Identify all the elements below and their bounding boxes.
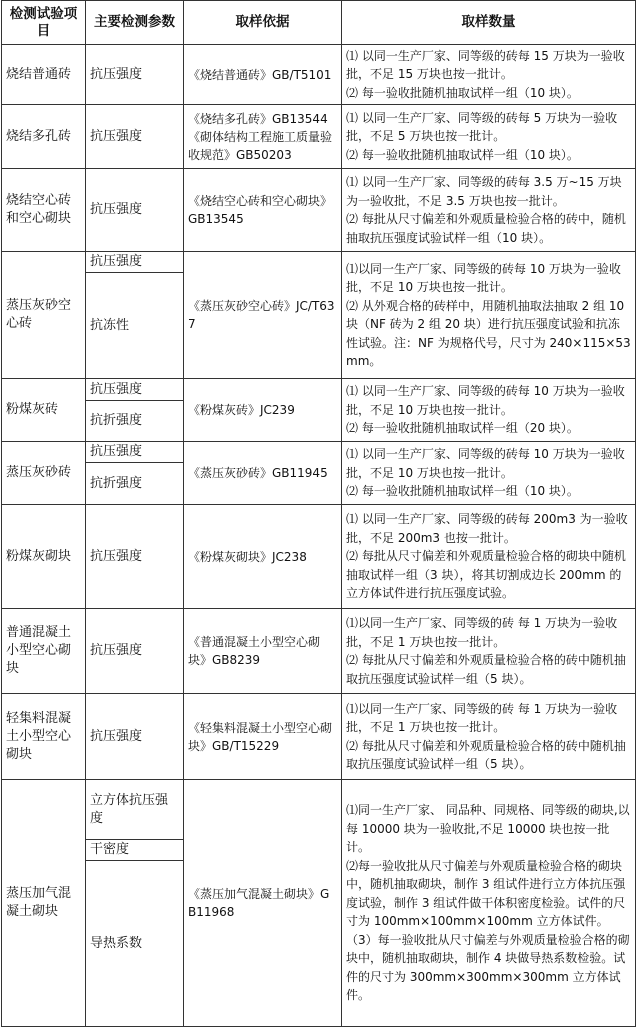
table-row	[2, 609, 636, 694]
qty-line: ⑵ 每一验收批随机抽取试样一组（10 块）。	[346, 484, 579, 499]
qty-line: ⑵ 每批从尺寸偏差和外观质量检验合格的砖中随机抽取抗压强度试验试样一组（5 块）。	[346, 653, 626, 686]
item-cell: 烧结空心砖和空心砌块	[2, 169, 86, 252]
table-row	[2, 442, 636, 463]
qty-line: ⑴ 以同一生产厂家、同等级的砖每 200m3 为一验收批，不足 200m3 也按一批计。	[346, 512, 628, 545]
qty-line: ⑵ 每一验收批随机抽取试样一组（10 块）。	[346, 85, 579, 100]
item-cell: 轻集料混凝土小型空心砌块	[2, 694, 86, 780]
basis-cell: 《烧结普通砖》GB/T5101	[184, 45, 342, 105]
param-cell: 干密度	[86, 840, 184, 861]
qty-cell	[342, 379, 636, 442]
qty-line: ⑴同一生产厂家、 同品种、同规格、同等级的砌块,以每 10000 块为一验收批,不足 10000 块也按一批计。	[346, 803, 630, 855]
qty-line: ⑵ 从外观合格的砖样中，用随机抽取法抽取 2 组 10 块（NF 砖为 2 组 20 块）进行抗压强度试验和抗冻性试验。注：NF 为规格代号，尺寸为 240×115×53mm。	[346, 298, 631, 368]
qty-cell	[342, 169, 636, 252]
sampling-table	[1, 0, 636, 1027]
qty-line: ⑵ 每批从尺寸偏差和外观质量检验合格的砖中随机抽取抗压强度试验试样一组（5 块）。	[346, 738, 626, 771]
param-cell: 抗压强度	[86, 252, 184, 273]
qty-cell	[342, 505, 636, 609]
qty-line: ⑴ 以同一生产厂家、同等级的砖每 3.5 万~15 万块为一验收批，不足 3.5 万块也按一批计。	[346, 175, 622, 208]
basis-cell: 《蒸压灰砂空心砖》JC/T637	[184, 252, 342, 379]
param-cell: 抗压强度	[86, 609, 184, 694]
item-cell: 粉煤灰砌块	[2, 505, 86, 609]
table-row	[2, 105, 636, 169]
header-basis: 取样依据	[184, 1, 342, 45]
item-cell: 蒸压灰砂砖	[2, 442, 86, 505]
qty-cell	[342, 780, 636, 1027]
param-cell: 抗折强度	[86, 463, 184, 505]
qty-line: ⑵ 每批从尺寸偏差和外观质量检验合格的砌块中随机抽取试样一组（3 块），将其切割成边长 200mm 的立方体试件进行抗压强度试验。	[346, 549, 626, 601]
qty-cell	[342, 442, 636, 505]
qty-line: （3）每一验收批从尺寸偏差与外观质量检验合格的砌块中，随机抽取砌块，制作 4 块做导热系数检验。试件的尺寸为 300mm×300mm×300mm 立方体试件。	[346, 932, 630, 1003]
param-cell: 抗压强度	[86, 45, 184, 105]
table-row	[2, 379, 636, 401]
qty-line: ⑵ 每一验收批随机抽取试样一组（20 块）。	[346, 421, 579, 436]
param-cell: 抗压强度	[86, 505, 184, 609]
qty-line: ⑴ 以同一生产厂家、同等级的砖每 5 万块为一验收批，不足 5 万块也按一批计。	[346, 110, 618, 144]
table-row	[2, 169, 636, 252]
param-cell: 抗压强度	[86, 169, 184, 252]
basis-cell: 《粉煤灰砖》JC239	[184, 379, 342, 442]
header-item: 检测试验项目	[2, 1, 86, 45]
basis-cell: 《蒸压加气混凝土砌块》GB11968	[184, 780, 342, 1027]
qty-line: ⑴以同一生产厂家、同等级的砖 每 1 万块为一验收批，不足 1 万块也按一批计。	[346, 616, 618, 649]
item-cell: 粉煤灰砖	[2, 379, 86, 442]
qty-line: ⑵每一验收批从尺寸偏差与外观质量检验合格的砌块中，随机抽取砌块，制作 3 组试件进行立方体抗压强度试验，制作 3 组试件做干体积密度检验。试件的尺寸为 100mm×100mm×100mm 立方体试件。	[346, 858, 626, 929]
header-row	[2, 1, 636, 45]
item-cell: 普通混凝土小型空心砌块	[2, 609, 86, 694]
qty-line: ⑵ 每批从尺寸偏差和外观质量检验合格的砖中，随机抽取抗压强度试验试样一组（10 块）。	[346, 212, 626, 245]
qty-line: ⑵ 每一验收批随机抽取试样一组（10 块）。	[346, 147, 579, 162]
basis-cell: 《普通混凝土小型空心砌块》GB8239	[184, 609, 342, 694]
qty-cell	[342, 45, 636, 105]
param-cell: 抗冻性	[86, 273, 184, 379]
param-cell: 抗压强度	[86, 442, 184, 463]
basis-cell: 《粉煤灰砌块》JC238	[184, 505, 342, 609]
param-cell: 抗压强度	[86, 379, 184, 401]
item-cell: 蒸压灰砂空心砖	[2, 252, 86, 379]
qty-cell	[342, 252, 636, 379]
table-row	[2, 694, 636, 780]
param-cell: 导热系数	[86, 861, 184, 1027]
item-cell: 烧结普通砖	[2, 45, 86, 105]
qty-line: ⑴以同一生产厂家、同等级的砖 每 1 万块为一验收批，不足 1 万块也按一批计。	[346, 701, 618, 734]
basis-cell: 《蒸压灰砂砖》GB11945	[184, 442, 342, 505]
item-cell: 烧结多孔砖	[2, 105, 86, 169]
param-cell: 抗压强度	[86, 694, 184, 780]
table-row	[2, 505, 636, 609]
param-cell: 抗折强度	[86, 401, 184, 442]
qty-cell	[342, 694, 636, 780]
qty-cell	[342, 609, 636, 694]
table-row	[2, 45, 636, 105]
param-cell: 立方体抗压强度	[86, 780, 184, 840]
item-cell: 蒸压加气混凝土砌块	[2, 780, 86, 1027]
qty-line: ⑴以同一生产厂家、同等级的砖每 10 万块为一验收批，不足 10 万块也按一批计。	[346, 261, 621, 294]
table-row	[2, 780, 636, 840]
header-qty: 取样数量	[342, 1, 636, 45]
qty-line: ⑴ 以同一生产厂家、同等级的砖每 15 万块为一验收批，不足 15 万块也按一批计。	[346, 48, 625, 82]
qty-cell	[342, 105, 636, 169]
basis-cell: 《烧结空心砖和空心砌块》GB13545	[184, 169, 342, 252]
qty-line: ⑴ 以同一生产厂家、同等级的砖每 10 万块为一验收批，不足 10 万块也按一批计。	[346, 384, 625, 417]
param-cell: 抗压强度	[86, 105, 184, 169]
table-row	[2, 252, 636, 273]
header-params: 主要检测参数	[86, 1, 184, 45]
basis-cell: 《轻集料混凝土小型空心砌块》GB/T15229	[184, 694, 342, 780]
basis-cell: 《烧结多孔砖》GB13544《砌体结构工程施工质量验收规范》GB50203	[184, 105, 342, 169]
qty-line: ⑴ 以同一生产厂家、同等级的砖每 10 万块为一验收批，不足 10 万块也按一批计。	[346, 447, 625, 480]
